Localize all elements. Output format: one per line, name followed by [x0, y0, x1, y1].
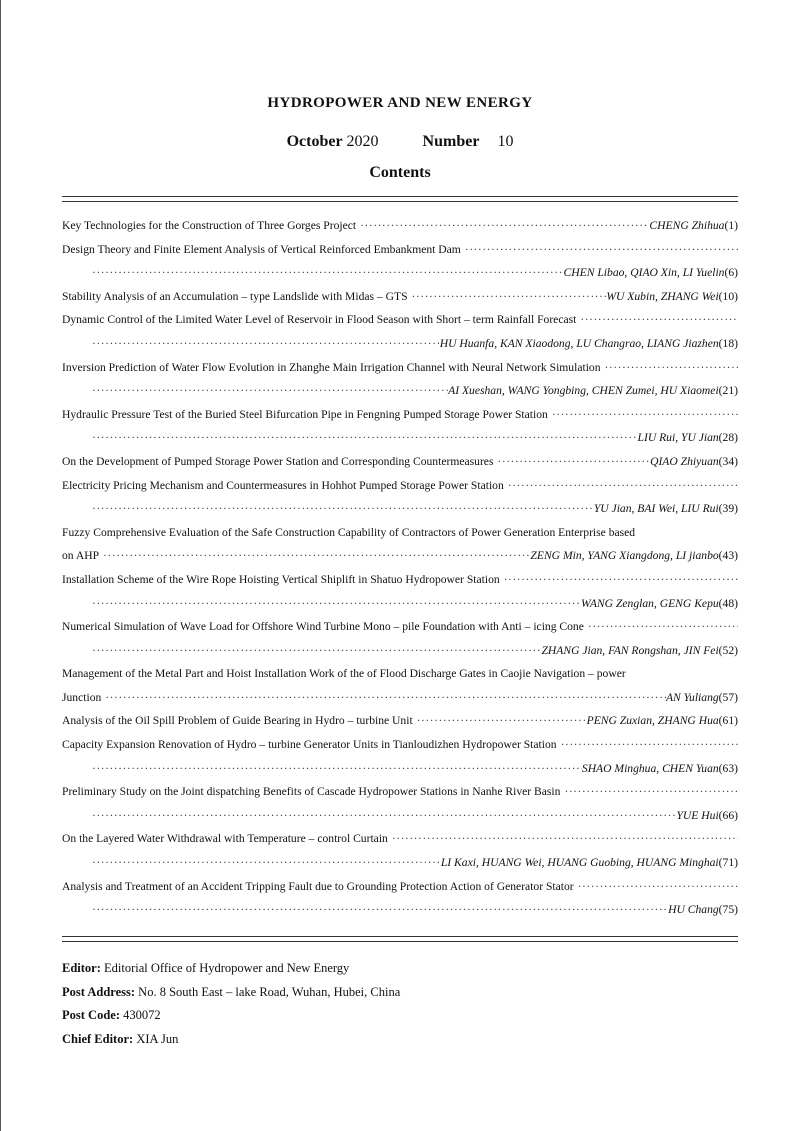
contents-heading: Contents — [369, 164, 431, 181]
toc-authors: WU Xubin, ZHANG Wei — [606, 289, 719, 303]
toc-entry-continuation — [62, 757, 738, 781]
toc-entry-continuation — [62, 426, 738, 450]
toc-authors: WANG Zenglan, GENG Kepu — [581, 596, 719, 610]
toc-entry-continuation — [62, 332, 738, 356]
leader-dots — [601, 356, 738, 380]
toc-authors: CHENG Zhihua — [649, 219, 725, 232]
leader-dots — [88, 898, 668, 922]
toc-page: (1) — [724, 219, 738, 232]
editor-value: Editorial Office of Hydropower and New Energy — [104, 961, 350, 975]
table-of-contents — [62, 214, 738, 922]
toc-entry-continuation — [62, 686, 738, 710]
leader-dots — [99, 544, 530, 568]
toc-entry[interactable] — [62, 356, 738, 380]
toc-page: (6) — [724, 266, 738, 280]
toc-authors: ZHANG Jian, FAN Rongshan, JIN Fei — [541, 643, 719, 657]
toc-page: (28) — [718, 431, 738, 445]
toc-title: Fuzzy Comprehensive Evaluation of the Safe Construction Capability of Contractors of Power Generation Enterprise based — [62, 525, 636, 539]
toc-entry[interactable] — [62, 780, 738, 804]
toc-title: On the Development of Pumped Storage Power Station and Corresponding Countermeasures — [62, 454, 494, 468]
toc-entry[interactable] — [62, 568, 738, 592]
toc-title: Installation Scheme of the Wire Rope Hoisting Vertical Shiplift in Shatuo Hydropower Station — [62, 572, 500, 586]
toc-page: (43) — [718, 549, 738, 563]
address-line — [62, 981, 738, 1005]
leader-dots — [88, 332, 440, 356]
leader-dots — [574, 875, 738, 899]
editor-label: Editor: — [62, 961, 101, 975]
journal-title: HYDROPOWER AND NEW ENERGY — [267, 95, 533, 111]
leader-dots — [557, 733, 738, 757]
toc-authors: QIAO Zhiyuan — [650, 454, 719, 468]
toc-title: Hydraulic Pressure Test of the Buried Steel Bifurcation Pipe in Fengning Pumped Storage Power Station — [62, 407, 548, 421]
toc-page: (21) — [718, 384, 738, 398]
toc-authors: YUE Hui — [676, 808, 719, 822]
chief-editor-label: Chief Editor: — [62, 1031, 134, 1046]
toc-authors: AN Yuliang — [665, 690, 719, 704]
leader-dots — [88, 639, 541, 663]
toc-entry[interactable] — [62, 709, 738, 733]
toc-title: Stability Analysis of an Accumulation – type Landslide with Midas – GTS — [62, 289, 408, 303]
leader-dots — [584, 615, 738, 639]
toc-entry-continuation — [62, 261, 738, 285]
toc-page: (71) — [718, 856, 738, 870]
issue-line — [0, 133, 800, 151]
toc-title: Electricity Pricing Mechanism and Countermeasures in Hohhot Pumped Storage Power Station — [62, 478, 504, 492]
toc-title: Junction — [62, 690, 102, 704]
toc-title: Analysis and Treatment of an Accident Tripping Fault due to Grounding Protection Action of Generator Stator — [62, 879, 574, 893]
toc-entry[interactable] — [62, 214, 738, 238]
leader-dots — [88, 592, 581, 616]
toc-entry[interactable] — [62, 403, 738, 427]
masthead-footer — [62, 957, 738, 1051]
leader-dots — [88, 379, 448, 403]
toc-authors: YU Jian, BAI Wei, LIU Rui — [593, 502, 719, 516]
leader-dots — [101, 686, 666, 710]
toc-page: (61) — [718, 714, 738, 728]
toc-page: (39) — [718, 502, 738, 516]
toc-title: on AHP — [62, 549, 100, 563]
toc-title: Dynamic Control of the Limited Water Level of Reservoir in Flood Season with Short – term Rainfall Forecast — [62, 313, 577, 327]
postcode-value: 430072 — [123, 1008, 161, 1023]
toc-entry-continuation — [62, 639, 738, 663]
leader-dots — [500, 568, 738, 592]
toc-entry[interactable] — [62, 308, 738, 332]
toc-authors: HU Chang — [668, 903, 719, 917]
bottom-divider — [62, 936, 738, 942]
toc-entry[interactable] — [62, 662, 738, 686]
toc-entry-continuation — [62, 544, 738, 568]
toc-entry-continuation — [62, 497, 738, 521]
toc-page: (66) — [718, 808, 738, 822]
toc-entry-continuation — [62, 898, 738, 922]
leader-dots — [388, 827, 738, 851]
editor-line — [62, 957, 738, 981]
toc-authors: ZENG Min, YANG Xiangdong, LI jianbo — [530, 549, 719, 563]
toc-title: Management of the Metal Part and Hoist Installation Work of the of Flood Discharge Gates in Caojie Navigation – power — [62, 667, 626, 681]
toc-entry-continuation — [62, 804, 738, 828]
toc-authors: HU Huanfa, KAN Xiaodong, LU Changrao, LIANG Jiazhen — [439, 336, 719, 350]
toc-entry[interactable] — [62, 827, 738, 851]
toc-page: (48) — [718, 596, 738, 610]
chief-editor-value: XIA Jun — [136, 1031, 179, 1046]
leader-dots — [576, 308, 738, 332]
leader-dots — [548, 403, 738, 427]
toc-entry[interactable] — [62, 450, 738, 474]
leader-dots — [356, 214, 649, 238]
leader-dots — [560, 780, 738, 804]
address-label: Post Address: — [62, 984, 136, 999]
leader-dots — [408, 285, 607, 309]
toc-authors: PENG Zuxian, ZHANG Hua — [586, 714, 719, 728]
toc-title: Preliminary Study on the Joint dispatching Benefits of Cascade Hydropower Stations in Nanhe River Basin — [62, 785, 561, 799]
leader-dots — [413, 709, 587, 733]
toc-authors: LIU Rui, YU Jian — [637, 431, 719, 445]
toc-entry[interactable] — [62, 875, 738, 899]
issue-number: 10 — [497, 133, 514, 150]
leader-dots — [461, 238, 738, 262]
toc-page: (34) — [718, 454, 738, 468]
leader-dots — [88, 851, 441, 875]
toc-page: (57) — [718, 690, 738, 704]
issue-month: October — [286, 133, 343, 150]
leader-dots — [88, 757, 582, 781]
toc-page: (18) — [718, 336, 738, 350]
leader-dots — [88, 426, 638, 450]
postcode-line — [62, 1004, 738, 1028]
toc-entry-continuation — [62, 592, 738, 616]
toc-entry[interactable] — [62, 238, 738, 262]
leader-dots — [504, 474, 738, 498]
toc-title: On the Layered Water Withdrawal with Temperature – control Curtain — [62, 832, 388, 846]
toc-authors: AI Xueshan, WANG Yongbing, CHEN Zumei, HU Xiaomei — [448, 384, 719, 398]
toc-page: (63) — [718, 761, 738, 775]
toc-entry-continuation — [62, 851, 738, 875]
leader-dots — [88, 804, 676, 828]
top-divider — [62, 196, 738, 202]
toc-page: (10) — [718, 289, 738, 303]
toc-authors: LI Kaxi, HUANG Wei, HUANG Guobing, HUANG Minghai — [440, 856, 719, 870]
postcode-label: Post Code: — [62, 1008, 120, 1023]
toc-page: (75) — [718, 903, 738, 917]
toc-page: (52) — [718, 643, 738, 657]
issue-number-label: Number — [422, 133, 480, 150]
leader-dots — [88, 261, 564, 285]
address-value: No. 8 South East – lake Road, Wuhan, Hubei, China — [138, 984, 401, 999]
toc-title: Analysis of the Oil Spill Problem of Guide Bearing in Hydro – turbine Unit — [62, 714, 413, 728]
toc-entry[interactable] — [62, 285, 738, 309]
toc-authors: SHAO Minghua, CHEN Yuan — [581, 761, 719, 775]
toc-title: Key Technologies for the Construction of Three Gorges Project — [62, 219, 357, 232]
leader-dots — [493, 450, 650, 474]
toc-title: Capacity Expansion Renovation of Hydro – turbine Generator Units in Tianloudizhen Hydropower Station — [62, 738, 557, 752]
toc-entry[interactable] — [62, 521, 738, 545]
toc-title: Numerical Simulation of Wave Load for Offshore Wind Turbine Mono – pile Foundation with Anti – icing Cone — [62, 620, 584, 634]
toc-entry[interactable] — [62, 615, 738, 639]
toc-entry-continuation — [62, 379, 738, 403]
toc-authors: CHEN Libao, QIAO Xin, LI Yuelin — [563, 266, 725, 280]
toc-title: Design Theory and Finite Element Analysis of Vertical Reinforced Embankment Dam — [62, 242, 461, 256]
toc-entry[interactable] — [62, 474, 738, 498]
issue-year: 2020 — [346, 133, 379, 150]
toc-entry[interactable] — [62, 733, 738, 757]
leader-dots — [88, 497, 594, 521]
chief-editor-line — [62, 1028, 738, 1052]
toc-title: Inversion Prediction of Water Flow Evolution in Zhanghe Main Irrigation Channel with Neural Network Simulation — [62, 360, 601, 374]
